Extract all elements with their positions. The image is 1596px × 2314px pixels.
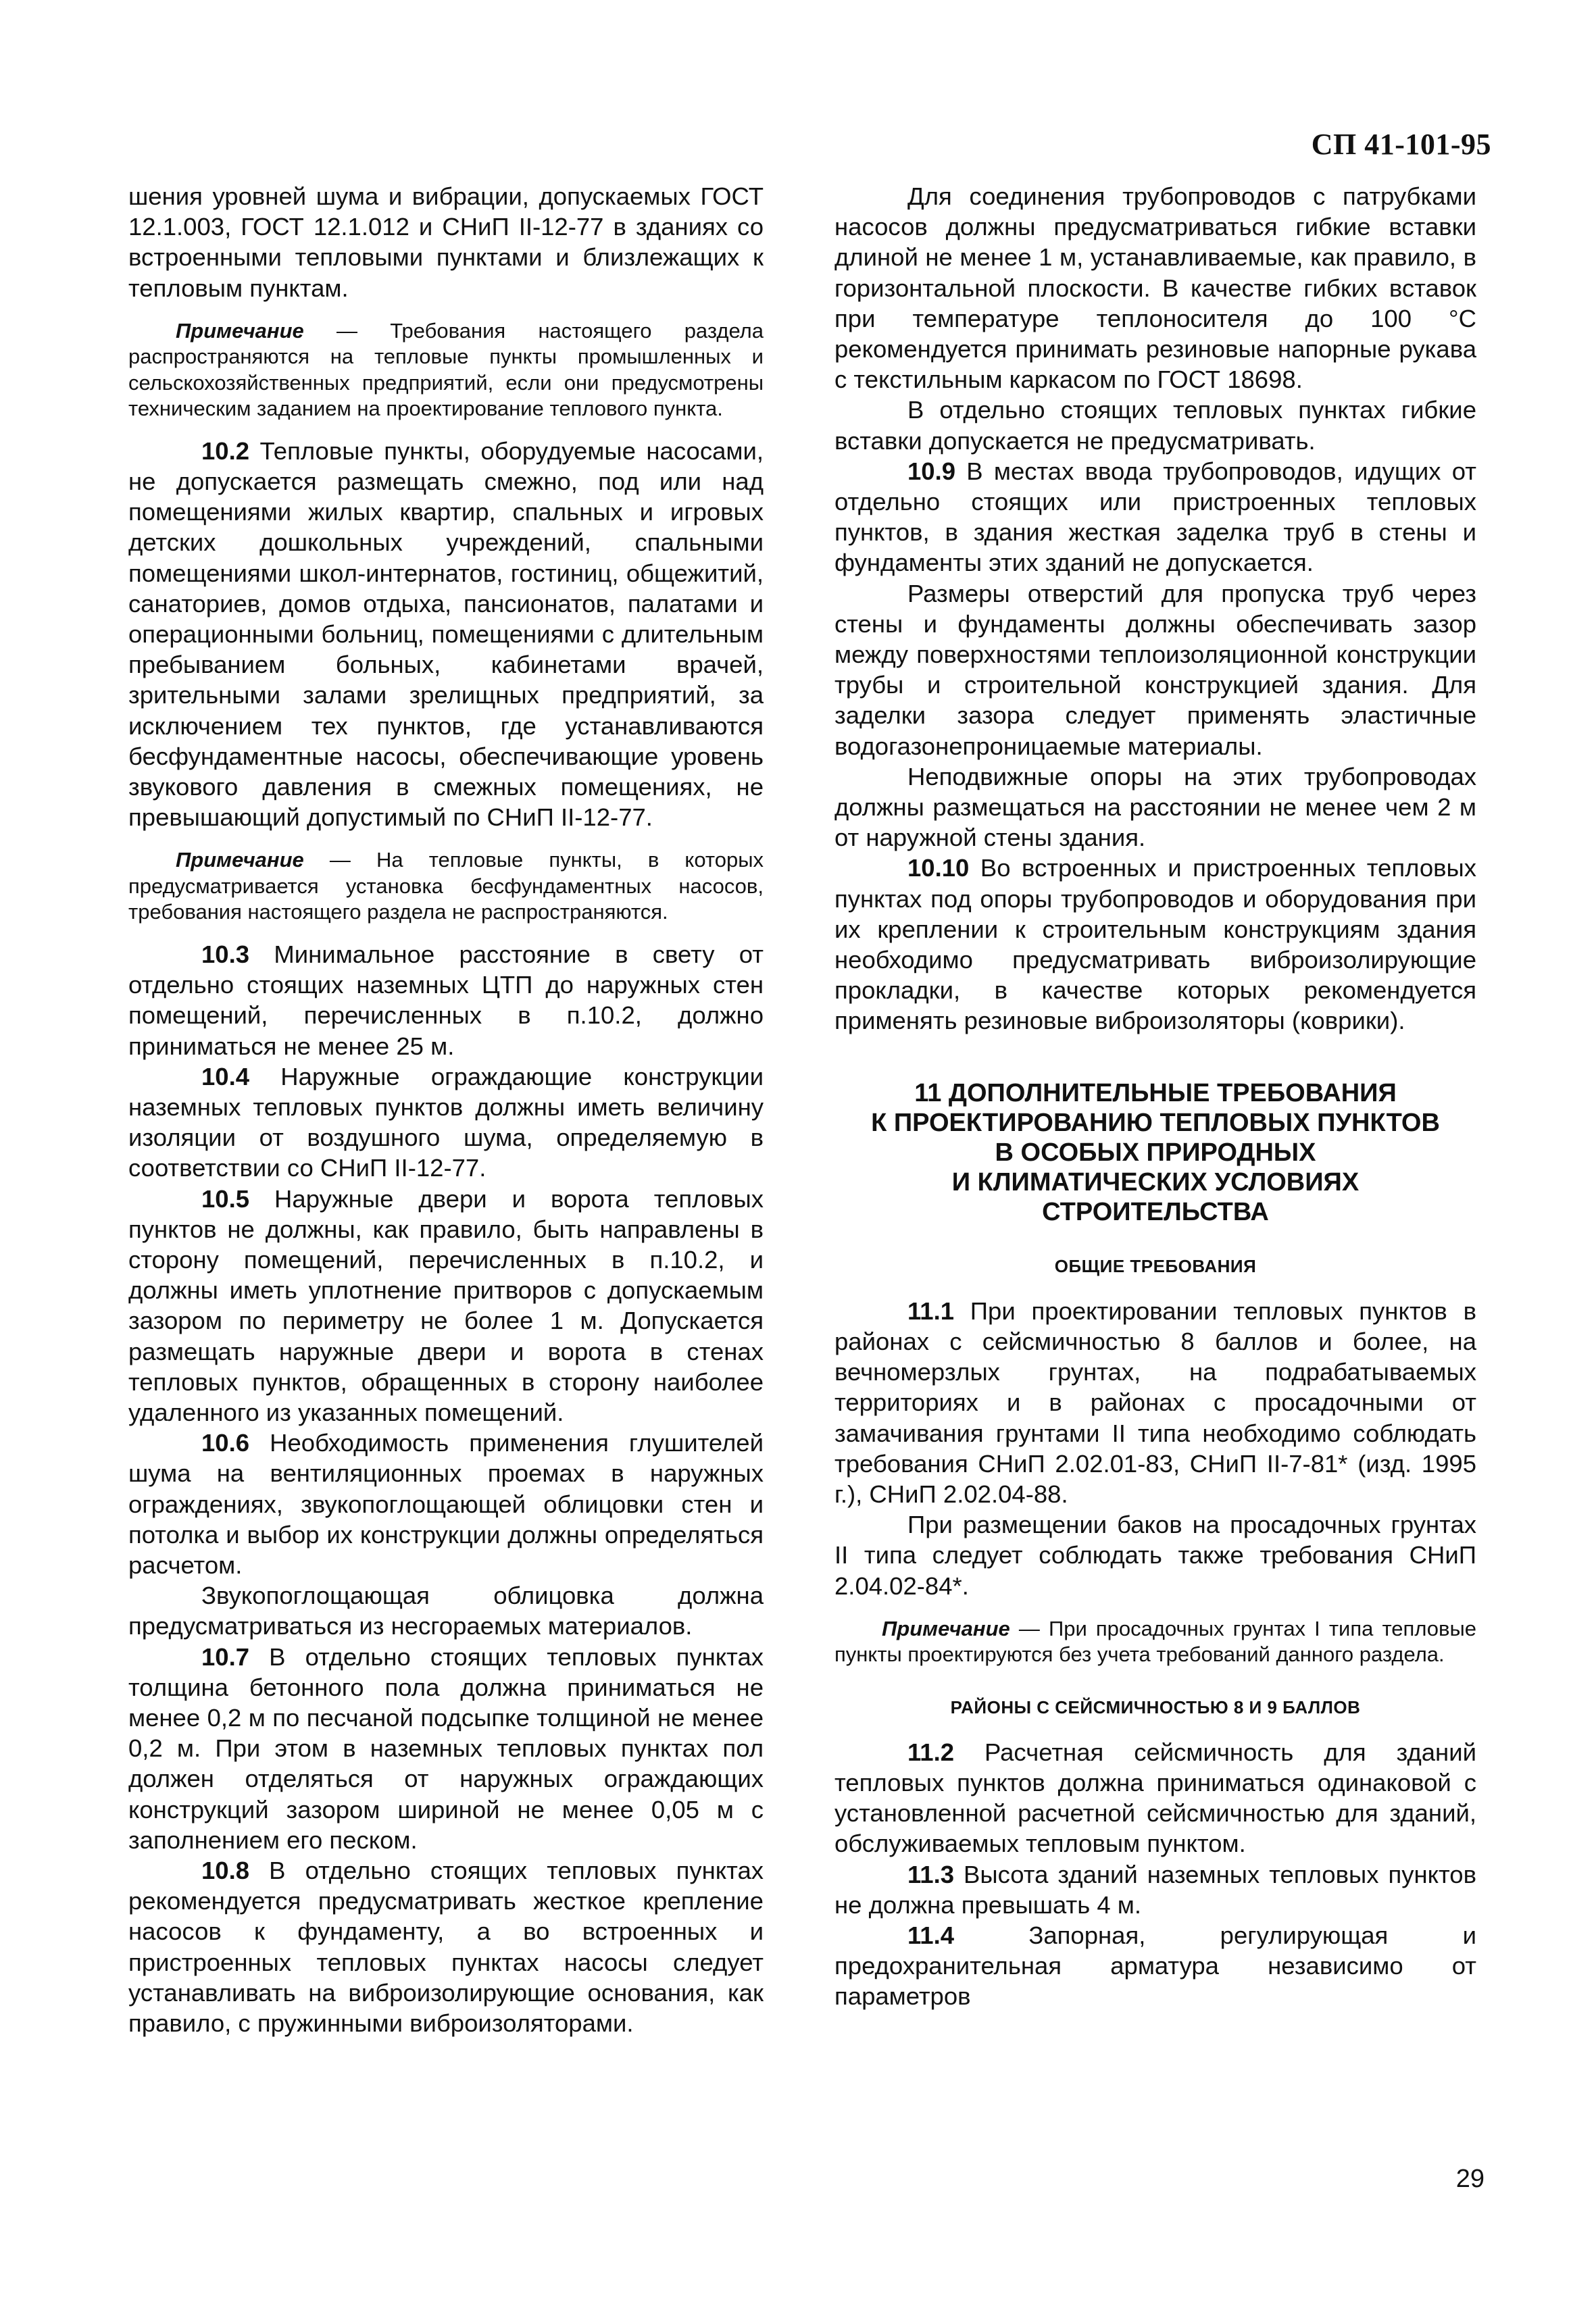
clause-number: 10.8 <box>201 1857 250 1885</box>
clause-number: 10.10 <box>907 854 970 882</box>
clause-number: 11.3 <box>907 1860 955 1888</box>
right-column <box>834 181 1476 2012</box>
clause-number: 11.4 <box>907 1921 955 1949</box>
clause-10-10 <box>834 853 1476 1036</box>
note-text: — При просадочных грунтах I типа тепловые пункты проектируются без учета требований данного раздела. <box>834 1616 1476 1667</box>
document-code: СП 41-101-95 <box>1311 128 1491 161</box>
note-industrial <box>128 318 764 422</box>
clause-text: В местах ввода трубопроводов, идущих от отдельно стоящих или пристроенных тепловых пунктов, в здания жесткая заделка труб в стены и фундаменты этих зданий не допускается. <box>834 457 1476 577</box>
clause-11-4 <box>834 1920 1476 2012</box>
clause-text: При проектировании тепловых пунктов в районах с сейсмичностью 8 баллов и более, на вечномерзлых грунтах, на подрабатываемых территориях и в районах с просадочными от замачивания грунтами II типа необходимо соблюдать требования СНиП 2.02.01-83, СНиП II-7-81* (изд. 1995 г.), СНиП 2.02.04-88. <box>834 1297 1476 1508</box>
section-title-line: В ОСОБЫХ ПРИРОДНЫХ <box>995 1138 1316 1167</box>
clause-11-1 <box>834 1296 1476 1509</box>
clause-text: В отдельно стоящих тепловых пунктах рекомендуется предусматривать жесткое крепление насосов к фундаменту, а во встроенных и пристроенных тепловых пунктах насосы следует устанавливать на виброизолирующие основания, как правило, с пружинными виброизоляторами. <box>128 1857 764 2038</box>
note-subsiding-soils <box>834 1616 1476 1668</box>
clause-10-8 <box>128 1855 764 2038</box>
clause-text: Тепловые пункты, оборудуемые насосами, не допускается размещать смежно, под или над помещениями жилых квартир, спальных и игровых детских дошкольных учреждений, спальными помещениями школ-интернатов, гостиниц, общежитий, санаториев, домов отдыха, пансионатов, палатами и операционными больниц, помещениями с длительным пребыванием больных, кабинетами врачей, зрительными залами зрелищных предприятий, за исключением тех пунктов, где устанавливаются бесфундаментные насосы, обеспечивающие уровень звукового давления в смежных помещениях, не превышающий допустимый по СНиП II-12-77. <box>128 436 764 832</box>
note-foundationless-pumps <box>128 847 764 926</box>
clause-number: 11.1 <box>907 1297 955 1325</box>
clause-text: Наружные двери и ворота тепловых пунктов не должны, как правило, быть направлены в сторону помещений, перечисленных в п.10.2, и должны иметь уплотнение притворов с допускаемым зазором по периметру не более 1 м. Допускается размещать наружные двери и ворота в стенах тепловых пунктов, обращенных в сторону наиболее удаленного из указанных помещений. <box>128 1184 764 1426</box>
paragraph-fixed-supports: Неподвижные опоры на этих трубопроводах должны размещаться на расстоянии не менее чем 2 м от наружной стены здания. <box>834 762 1476 852</box>
note-label: Примечание <box>176 318 304 343</box>
clause-11-3 <box>834 1859 1476 1920</box>
clause-10-2 <box>128 436 764 833</box>
clause-text: Необходимость применения глушителей шума на вентиляционных проемах в наружных ограждениях, звукопоглощающей облицовки стен и потолка и выбор их конструкции должны определяться расчетом. <box>128 1429 764 1580</box>
clause-text: Запорная, регулирующая и предохранительная арматура независимо от параметров <box>834 1921 1476 2011</box>
clause-10-3 <box>128 939 764 1061</box>
clause-text: Расчетная сейсмичность для зданий тепловых пунктов должна приниматься одинаковой с установленной расчетной сейсмичностью для зданий, обслуживаемых тепловым пунктом. <box>834 1738 1476 1858</box>
note-text: — Требования настоящего раздела распространяются на тепловые пункты промышленных и сельскохозяйственных предприятий, если они предусмотрены техническим заданием на проектирование теплового пункта. <box>128 318 764 421</box>
section-title-line: СТРОИТЕЛЬСТВА <box>1042 1197 1269 1226</box>
clause-10-5 <box>128 1184 764 1428</box>
paragraph-tanks: При размещении баков на просадочных грунтах II типа следует соблюдать также требования СНиП 2.04.02-84*. <box>834 1511 1476 1600</box>
clause-number: 10.2 <box>201 436 250 465</box>
subheading-general-requirements: ОБЩИЕ ТРЕБОВАНИЯ <box>1054 1255 1257 1276</box>
note-text: — На тепловые пункты, в которых предусматривается установка бесфундаментных насосов, требования настоящего раздела не распространяются. <box>128 848 764 924</box>
clause-number: 10.4 <box>201 1062 250 1090</box>
section-title-line: И КЛИМАТИЧЕСКИХ УСЛОВИЯХ <box>951 1167 1360 1197</box>
section-title-line: К ПРОЕКТИРОВАНИЮ ТЕПЛОВЫХ ПУНКТОВ <box>871 1108 1440 1137</box>
page-number: 29 <box>1455 2165 1485 2193</box>
paragraph-noise-continuation: шения уровней шума и вибрации, допускаемых ГОСТ 12.1.003, ГОСТ 12.1.012 и СНиП II-12-77 в зданиях со встроенными тепловыми пунктами и близлежащих к тепловым пунктам. <box>128 182 764 302</box>
clause-10-7 <box>128 1642 764 1855</box>
paragraph-standalone-inserts: В отдельно стоящих тепловых пунктах гибкие вставки допускается не предусматривать. <box>834 396 1476 455</box>
note-label: Примечание <box>176 848 304 872</box>
clause-10-4 <box>128 1061 764 1184</box>
clause-text: Высота зданий наземных тепловых пунктов не должна превышать 4 м. <box>834 1860 1476 1919</box>
clause-text: Во встроенных и пристроенных тепловых пунктах под опоры трубопроводов и оборудования при их креплении к строительным конструкциям здания необходимо предусматривать виброизолирующие прокладки, в качестве которых рекомендуется применять резиновые виброизоляторы (коврики). <box>834 854 1476 1035</box>
clause-text: В отдельно стоящих тепловых пунктах толщина бетонного пола должна приниматься не менее 0,2 м по песчаной подсыпке толщиной не менее 0,2 м. При этом в наземных тепловых пунктах пол должен отделяться от наружных ограждающих конструкций зазором шириной не менее 0,05 м с заполнением его песком. <box>128 1642 764 1854</box>
left-column <box>128 181 764 2038</box>
paragraph-sound-lining: Звукопоглощающая облицовка должна предусматриваться из несгораемых материалов. <box>128 1582 764 1640</box>
clause-number: 10.9 <box>907 457 956 485</box>
note-label: Примечание <box>882 1616 1010 1640</box>
subheading-seismic-regions: РАЙОНЫ С СЕЙСМИЧНОСТЬЮ 8 И 9 БАЛЛОВ <box>950 1696 1361 1717</box>
clause-number: 10.5 <box>201 1184 250 1213</box>
section-11-title <box>834 1078 1476 1227</box>
clause-11-2 <box>834 1737 1476 1859</box>
clause-10-9 <box>834 456 1476 578</box>
clause-text: Наружные ограждающие конструкции наземных тепловых пунктов должны иметь величину изоляции от воздушного шума, определяемую в соответствии со СНиП II-12-77. <box>128 1062 764 1182</box>
clause-number: 10.6 <box>201 1429 250 1457</box>
clause-10-6 <box>128 1428 764 1580</box>
section-title-line: 11 ДОПОЛНИТЕЛЬНЫЕ ТРЕБОВАНИЯ <box>914 1078 1397 1107</box>
paragraph-flexible-inserts: Для соединения трубопроводов с патрубками насосов должны предусматриваться гибкие вставки длиной не менее 1 м, устанавливаемые, как правило, в горизонтальной плоскости. В качестве гибких вставок при температуре теплоносителя до 100 °С рекомендуется принимать резиновые напорные рукава с текстильным каркасом по ГОСТ 18698. <box>834 182 1476 394</box>
clause-number: 11.2 <box>907 1738 955 1766</box>
clause-number: 10.3 <box>201 940 250 968</box>
clause-number: 10.7 <box>201 1642 250 1671</box>
paragraph-opening-sizes: Размеры отверстий для пропуска труб через стены и фундаменты должны обеспечивать зазор между поверхностями теплоизоляционной конструкции трубы и строительной конструкцией здания. Для заделки зазора следует применять эластичные водогазонепроницаемые материалы. <box>834 579 1476 760</box>
clause-text: Минимальное расстояние в свету от отдельно стоящих наземных ЦТП до наружных стен помещений, перечисленных в п.10.2, должно приниматься не менее 25 м. <box>128 940 764 1060</box>
